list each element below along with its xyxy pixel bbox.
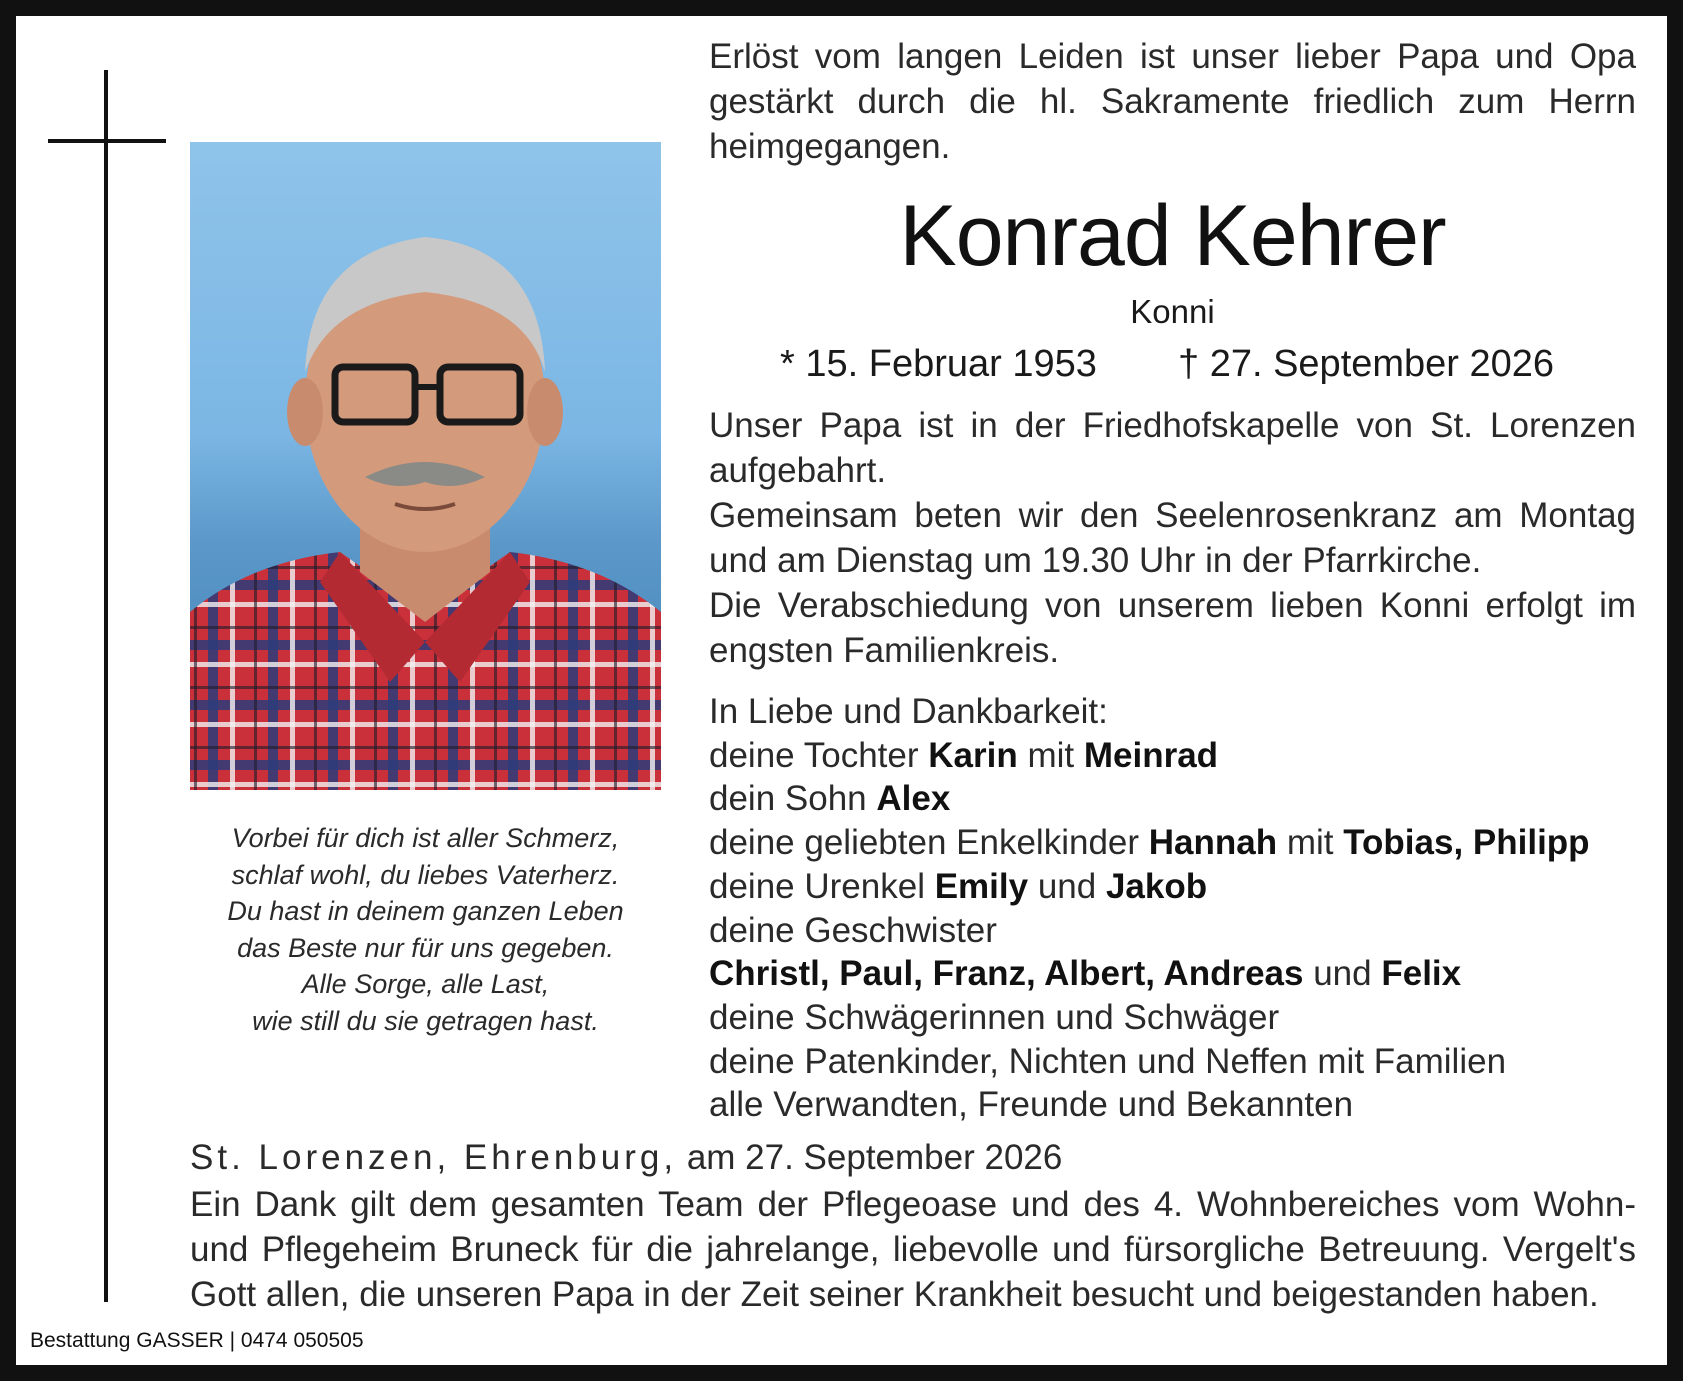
family-prefix: dein Sohn [709, 779, 867, 819]
info-line: Unser Papa ist in der Friedhofskapelle von St. Lorenzen [709, 406, 1636, 445]
family-member-name: Emily [934, 866, 1029, 906]
funeral-info [709, 403, 1636, 673]
family-member-name: Tobias, Philipp [1343, 823, 1590, 863]
family-prefix: deine Tochter [709, 735, 919, 775]
place-and-date [190, 1136, 1062, 1180]
birth-date: * 15. Februar 1953 [780, 343, 1097, 385]
thanks-line: Ein Dank gilt dem gesamten Team der Pflegeoase und des 4. Wohnbereiches vom Wohn- [190, 1185, 1636, 1224]
poem-line: schlaf wohl, du liebes Vaterherz. [231, 859, 620, 890]
place-location: St. Lorenzen, Ehrenburg, [190, 1138, 678, 1177]
poem-line: Vorbei für dich ist aller Schmerz, [231, 823, 620, 853]
thanks-text [190, 1182, 1636, 1317]
thanks-line: Gott allen, die unseren Papa in der Zeit seiner Krankheit besucht und beigestanden haben. [190, 1275, 1599, 1314]
intro-line: heimgegangen. [709, 127, 951, 166]
family-member-name: Karin [928, 735, 1018, 775]
family-connector: und [1037, 866, 1097, 906]
family-line-son [709, 777, 1636, 821]
family-line-daughter [709, 734, 1636, 778]
family-line-relatives: alle Verwandten, Freunde und Bekannten [709, 1085, 1354, 1125]
funeral-home-credit: Bestattung GASSER | 0474 050505 [30, 1329, 364, 1352]
info-line: Gemeinsam beten wir den Seelenrosenkranz am Montag [709, 496, 1636, 535]
info-line: und am Dienstag um 19.30 Uhr in der Pfarrkirche. [709, 541, 1482, 580]
deceased-nickname: Konni [1130, 293, 1215, 330]
portrait-photo [190, 142, 661, 790]
family-line-great-grandchildren [709, 865, 1636, 909]
family-heading: In Liebe und Dankbarkeit: [709, 692, 1108, 731]
family-list [709, 690, 1636, 1127]
family-member-name: Hannah [1148, 823, 1278, 863]
family-connector: und [1313, 954, 1372, 994]
info-line: engsten Familienkreis. [709, 631, 1060, 670]
poem-line: Du hast in deinem ganzen Leben [227, 896, 624, 926]
place-date: am 27. September 2026 [686, 1138, 1063, 1177]
family-line-siblings [709, 952, 1636, 996]
thanks-line: und Pflegeheim Bruneck für die jahrelange, liebevolle und fürsorgliche Betreuung. Vergelt's [190, 1230, 1636, 1269]
death-date: † 27. September 2026 [1178, 343, 1555, 385]
cross-icon-horizontal [48, 139, 166, 143]
memorial-poem [190, 820, 661, 1039]
family-member-name: Felix [1381, 954, 1462, 994]
cross-icon-vertical [104, 70, 108, 1302]
family-member-name: Meinrad [1083, 735, 1219, 775]
family-member-name: Alex [876, 779, 951, 819]
family-line-grandchildren [709, 821, 1636, 865]
info-line: Die Verabschiedung von unserem lieben Konni erfolgt im [709, 586, 1636, 625]
info-line: aufgebahrt. [709, 451, 887, 490]
family-connector: mit [1286, 823, 1334, 863]
family-prefix: deine geliebten Enkelkinder [709, 823, 1140, 863]
poem-line: wie still du sie getragen hast. [252, 1005, 599, 1036]
intro-line: gestärkt durch die hl. Sakramente friedlich zum Herrn [709, 82, 1636, 121]
family-member-name: Christl, Paul, Franz, Albert, Andreas [709, 954, 1304, 994]
family-connector: mit [1027, 735, 1075, 775]
poem-line: das Beste nur für uns gegeben. [237, 932, 614, 963]
intro-text [709, 34, 1636, 169]
family-line-siblings-label: deine Geschwister [709, 910, 997, 950]
family-line-godchildren: deine Patenkinder, Nichten und Neffen mit Familien [709, 1041, 1507, 1081]
deceased-name: Konrad Kehrer [899, 188, 1446, 284]
poem-line: Alle Sorge, alle Last, [301, 969, 550, 999]
family-prefix: deine Urenkel [709, 866, 925, 906]
intro-line: Erlöst vom langen Leiden ist unser lieber Papa und Opa [709, 37, 1636, 76]
family-member-name: Jakob [1105, 866, 1208, 906]
family-line-inlaws: deine Schwägerinnen und Schwäger [709, 997, 1280, 1037]
